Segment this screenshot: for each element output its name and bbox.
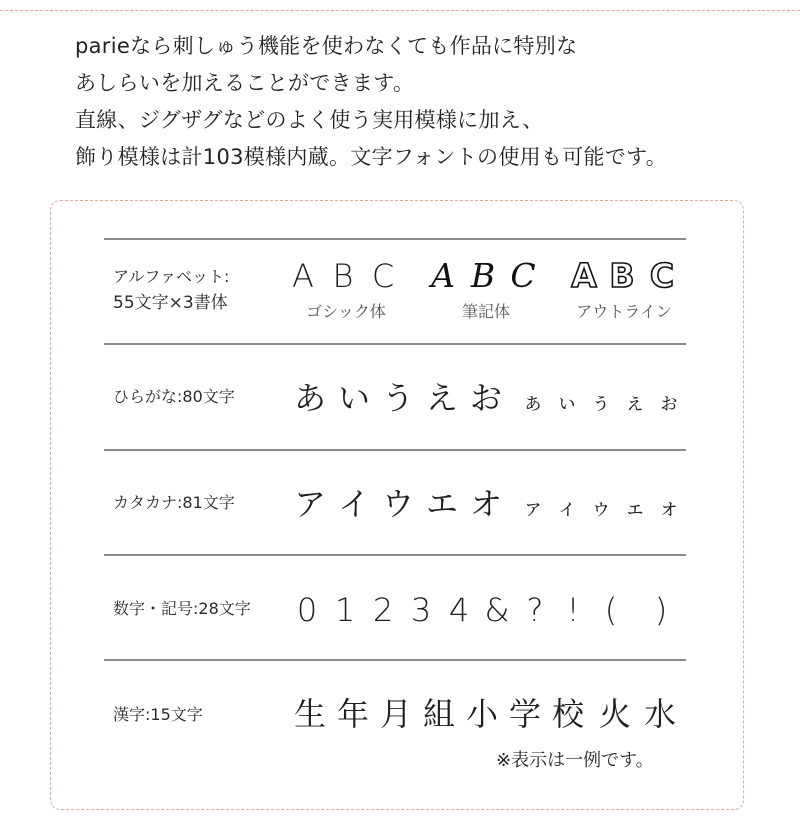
kanji-char: 火 bbox=[598, 695, 631, 733]
kanji-char: 組 bbox=[422, 695, 455, 733]
top-dashed-divider bbox=[0, 10, 800, 11]
script-char: A bbox=[431, 256, 455, 295]
katakana-char: エ bbox=[425, 485, 458, 523]
outline-char: A bbox=[571, 256, 597, 295]
hiragana-small-char: ぇ bbox=[623, 390, 646, 415]
numbers-label: 数字・記号:28文字 bbox=[113, 599, 251, 618]
outline-char: C bbox=[649, 256, 675, 295]
gothic-char: B bbox=[332, 257, 354, 295]
katakana-label: カタカナ:81文字 bbox=[113, 493, 235, 512]
hiragana-char: お bbox=[469, 379, 502, 417]
hiragana-char: え bbox=[425, 379, 458, 417]
row-divider bbox=[104, 659, 686, 661]
row-divider bbox=[104, 449, 686, 451]
hiragana-small-char: ぅ bbox=[589, 390, 612, 415]
symbol-char: ! bbox=[566, 591, 580, 629]
outline-style-label: アウトライン bbox=[576, 302, 672, 321]
script-char: C bbox=[510, 256, 536, 295]
kanji-char: 生 bbox=[293, 695, 326, 733]
alphabet-label-line1: アルファベット: bbox=[113, 267, 230, 286]
symbol-char: ? bbox=[526, 591, 544, 629]
hiragana-small-char: ぁ bbox=[521, 390, 544, 415]
symbol-char: & bbox=[484, 591, 510, 629]
hiragana-small-char: ぉ bbox=[657, 390, 680, 415]
kanji-label: 漢字:15文字 bbox=[113, 705, 203, 724]
alphabet-label-line2: 55文字×3書体 bbox=[113, 293, 228, 313]
kanji-char: 小 bbox=[465, 695, 498, 733]
hiragana-label: ひらがな:80文字 bbox=[113, 387, 235, 406]
katakana-small-char: ィ bbox=[555, 496, 578, 521]
row-divider bbox=[104, 554, 686, 556]
kanji-char: 学 bbox=[508, 695, 541, 733]
hiragana-char: う bbox=[381, 379, 414, 417]
hiragana-small-char: ぃ bbox=[555, 390, 578, 415]
row-divider bbox=[104, 343, 686, 345]
alphabet-label bbox=[113, 264, 229, 316]
intro-line: 直線、ジグザグなどのよく使う実用模様に加え、 bbox=[75, 108, 544, 132]
katakana-char: ウ bbox=[381, 485, 414, 523]
kanji-char: 年 bbox=[336, 695, 369, 733]
number-char: 0 bbox=[296, 591, 318, 629]
symbol-char: ) bbox=[654, 591, 668, 629]
gothic-char: C bbox=[371, 257, 395, 295]
intro-line: あしらいを加えることができます。 bbox=[75, 71, 415, 95]
hiragana-char: あ bbox=[293, 379, 326, 417]
script-char: B bbox=[470, 256, 496, 295]
katakana-small-char: ェ bbox=[623, 496, 646, 521]
gothic-style-label: ゴシック体 bbox=[306, 302, 386, 321]
katakana-small-char: ァ bbox=[521, 496, 544, 521]
katakana-small-char: ゥ bbox=[589, 496, 612, 521]
number-char: 4 bbox=[448, 591, 470, 629]
kanji-char: 月 bbox=[379, 695, 412, 733]
number-char: 3 bbox=[410, 591, 432, 629]
katakana-char: オ bbox=[469, 485, 502, 523]
intro-line: 飾り模様は計103模様内蔵。文字フォントの使用も可能です。 bbox=[75, 145, 668, 169]
katakana-char: イ bbox=[337, 485, 370, 523]
kanji-char: 水 bbox=[643, 695, 676, 733]
hiragana-char: い bbox=[337, 379, 370, 417]
symbol-char: ( bbox=[604, 591, 618, 629]
script-style-label: 筆記体 bbox=[461, 302, 510, 321]
intro-text bbox=[75, 28, 775, 176]
example-note: ※表示は一例です。 bbox=[496, 750, 654, 771]
katakana-small-char: ォ bbox=[657, 496, 680, 521]
intro-line: parieなら刺しゅう機能を使わなくても作品に特別な bbox=[75, 34, 578, 58]
number-char: 2 bbox=[372, 591, 394, 629]
kanji-char: 校 bbox=[551, 695, 584, 733]
gothic-char: A bbox=[292, 257, 314, 295]
number-char: 1 bbox=[334, 591, 356, 629]
row-divider bbox=[104, 238, 686, 240]
outline-char: B bbox=[609, 256, 635, 295]
katakana-char: ア bbox=[293, 485, 326, 523]
